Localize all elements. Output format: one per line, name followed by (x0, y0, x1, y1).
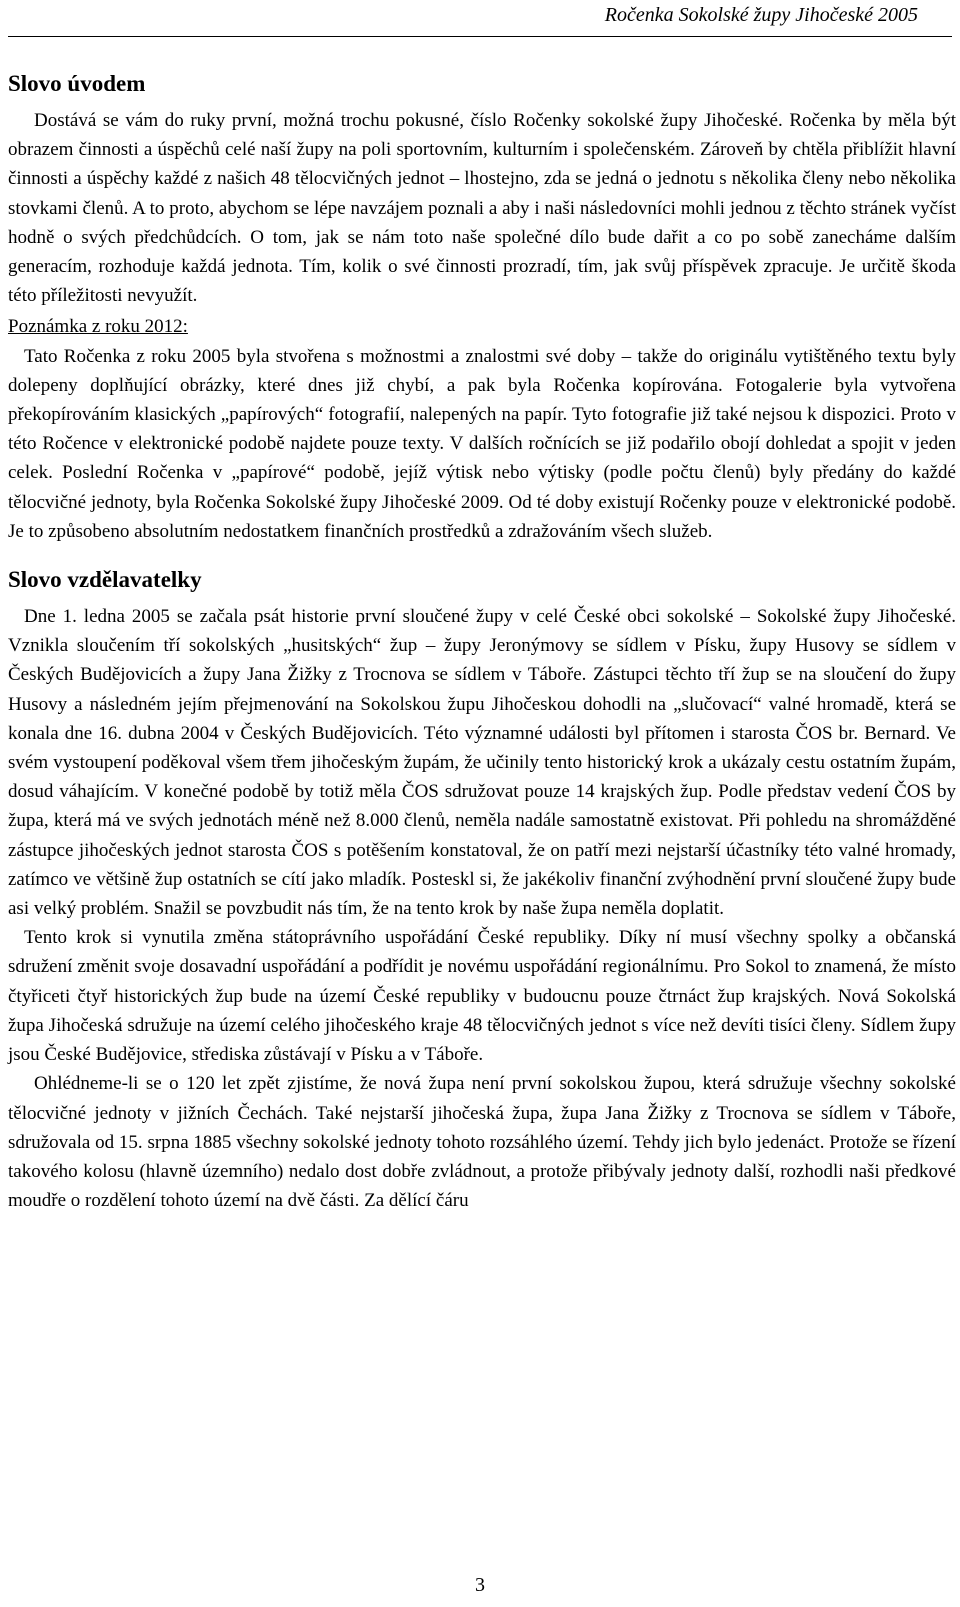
educator-paragraph-2: Tento krok si vynutila změna státoprávního uspořádání České republiky. Díky ní musí všechny spolky a občanská sdružení změnit svoje dosavadní uspořádání a podřídit je novému uspořádání regionálnímu. Pro Sokol to znamená, že místo čtyřiceti čtyř historických žup bude na území České republiky v budoucnu pouze čtrnáct žup krajských. Nová Sokolská župa Jihočeská sdružuje na území celého jihočeského kraje 48 tělocvičných jednot s více než devíti tisíci členy. Sídlem župy jsou České Budějovice, střediska zůstávají v Písku a v Táboře. (8, 927, 956, 1066)
header-rule (8, 36, 952, 37)
note-paragraph: Tato Ročenka z roku 2005 byla stvořena s možnostmi a znalostmi své doby – takže do originálu vytištěného textu byly dolepeny doplňující obrázky, které dnes již chybí, a pak byla Ročenka kopírována. Fotogalerie byla vytvořena překopírováním klasických „papírových“ fotografií, nalepených na papír. Tyto fotografie již také nejsou k dispozici. Proto v této Ročence v elektronické podobě najdete pouze texty. V dalších ročnících se již podařilo obojí dohledat a spojit v jeden celek. Poslední Ročenka v „papírové“ podobě, jejíž výtisk nebo výtisky (podle počtu členů) byly předány do každé tělocvičné jednoty, byla Ročenka Sokolské župy Jihočeské 2009. Od té doby existují Ročenky pouze v elektronické podobě. Je to způsobeno absolutním nedostatkem finančních prostředků a zdražováním všech služeb. (8, 345, 956, 542)
running-header: Ročenka Sokolské župy Jihočeské 2005 (604, 4, 918, 26)
page-number: 3 (475, 1574, 485, 1596)
educator-paragraph-3: Ohlédneme-li se o 120 let zpět zjistíme, že nová župa není první sokolskou župou, která sdružuje všechny sokolské tělocvičné jednoty v jižních Čechách. Také nejstarší jihočeská župa, župa Jana Žižky z Trocnova se sídlem v Táboře, sdružovala od 15. srpna 1885 všechny sokolské jednoty tohoto rozsáhlého území. Tehdy jich bylo jedenáct. Protože se řízení takového kolosu (hlavně územního) nedalo dost dobře zvládnout, a protože přibývaly jednoty další, rozhodli naši předkové moudře o rozdělení tohoto území na dvě části. Za dělící čáru (8, 1073, 956, 1212)
educator-paragraph-1: Dne 1. ledna 2005 se začala psát historie první sloučené župy v celé České obci sokolské – Sokolské župy Jihočeské. Vznikla sloučením tří sokolských „husitských“ žup – župy Jeronýmovy se sídlem v Písku, župy Husovy se sídlem v Českých Budějovicích a župy Jana Žižky z Trocnova se sídlem v Táboře. Zástupci těchto tří žup se na sloučení do župy Husovy a následném jejím přejmenování na Sokolskou župu Jihočeskou dohodli na „slučovací“ valné hromadě, která se konala dne 16. dubna 2004 v Českých Budějovicích. Této významné události byl přítomen i starosta ČOS br. Bernard. Ve svém vystoupení poděkoval všem třem jihočeským župám, že učinily tento historický krok a ukázaly cestu ostatním župám, dosud váhajícím. V konečné podobě by totiž měla ČOS sdružovat pouze 14 krajských žup. Podle představ vedení ČOS by župa, která má ve svých jednotách méně než 8.000 členů, neměla nadále samostatně existovat. Při pohledu na shromážděné zástupce jihočeských jednot starosta ČOS s potěšením konstatoval, že on patří mezi nejstarší účastníky této valné hromady, zatímco ve většině žup ostatních se cítí jako mladík. Posteskl si, že jakékoliv finanční zvýhodnění první sloučené župy bude asi velký problém. Snažil se povzbudit nás tím, že na tento krok by naše župa neměla doplatit. (8, 606, 956, 920)
intro-paragraph: Dostává se vám do ruky první, možná trochu pokusné, číslo Ročenky sokolské župy Jihočeské. Ročenka by měla být obrazem činnosti a úspěchů celé naší župy na poli sportovním, kulturním i společenském. Zároveň by chtěla přiblížit hlavní činnosti a úspěchy každé z našich 48 tělocvičných jednot – lhostejno, zda se jedná o jednotu s několika členy nebo několika stovkami členů. A to proto, abychom se lépe navzájem poznali a aby i naši následovníci mohli jednou z těchto stránek vyčíst hodně o svých předchůdcích. O tom, jak se nám toto naše společné dílo bude dařit a co po sobě zanecháme dalším generacím, rozhoduje každá jednota. Tím, kolik o své činnosti prozradí, tím, jak svůj příspěvek zpracuje. Je určitě škoda této příležitosti nevyužít. (8, 110, 956, 307)
note-heading: Poznámka z roku 2012: (8, 316, 188, 338)
section-title-educator: Slovo vzdělavatelky (8, 567, 202, 593)
page-content (8, 70, 956, 1215)
section-title-intro: Slovo úvodem (8, 71, 146, 96)
